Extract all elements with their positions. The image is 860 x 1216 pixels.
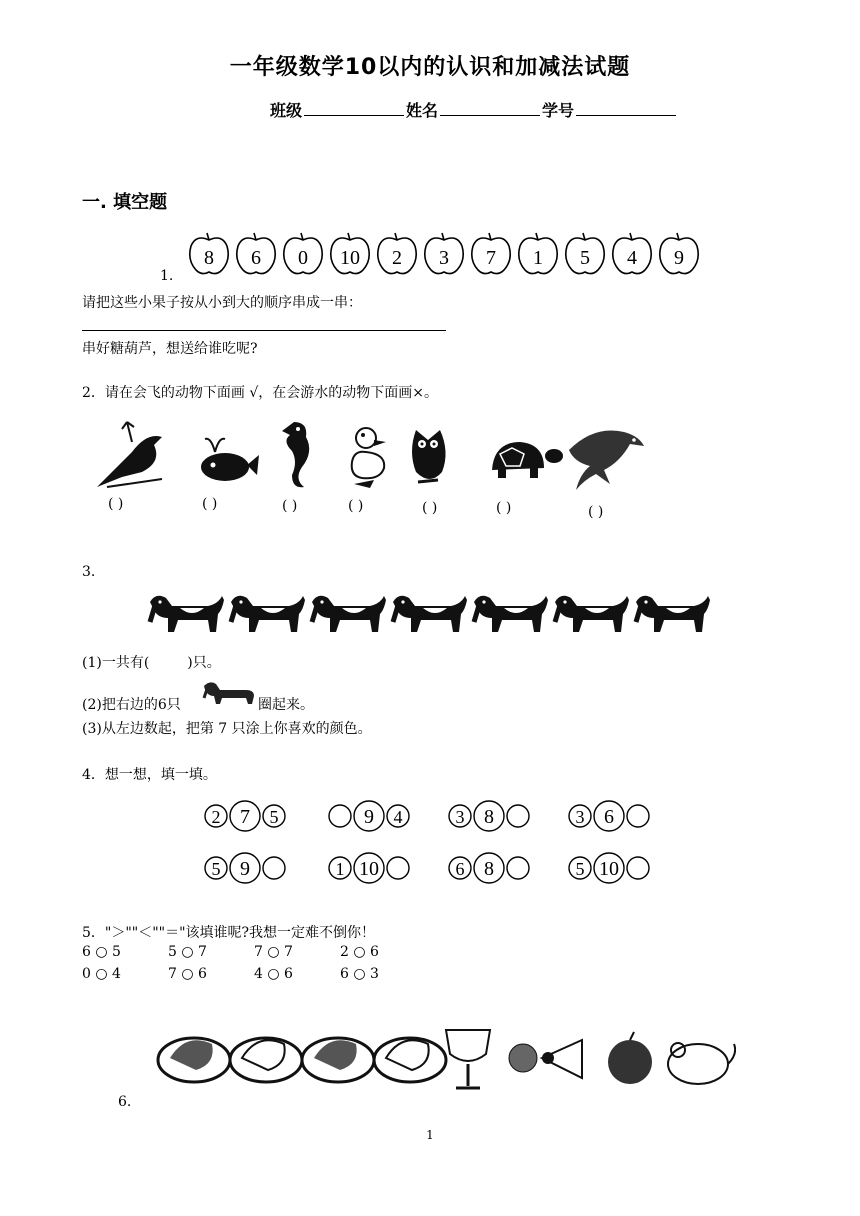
apple-number-icon (280, 232, 326, 276)
ball-icon (509, 1044, 537, 1072)
apple-number: 6 (251, 247, 261, 269)
q5-row-1 (82, 944, 426, 960)
ring-number: 7 (240, 806, 250, 828)
apple-number: 10 (340, 247, 360, 269)
answer-paren-bird[interactable]: ( ) (108, 496, 124, 512)
ring-number: 3 (455, 807, 465, 827)
q3-part3: (3)从左边数起，把第 7 只涂上你喜欢的颜色。 (82, 721, 372, 737)
ring-number: 6 (455, 859, 465, 879)
ring-number: 9 (240, 858, 250, 880)
cap-icon (302, 1038, 374, 1082)
empty-ring (507, 805, 529, 827)
ring-number: 6 (604, 806, 614, 828)
apple-row (186, 232, 703, 276)
ring-number: 4 (393, 807, 403, 827)
section-heading: 一. 填空题 (82, 192, 168, 213)
empty-ring (387, 857, 409, 879)
answer-paren-owl[interactable]: ( ) (422, 500, 438, 516)
dog-icon (312, 596, 386, 632)
empty-ring (263, 857, 285, 879)
duck-icon (352, 428, 386, 488)
apple-number-icon (515, 232, 561, 276)
name-blank[interactable] (440, 99, 540, 116)
q3-part1-start: (1)一共有( (82, 655, 150, 671)
q3-part1-end: )只。 (187, 655, 221, 671)
apple-number-icon (186, 232, 232, 276)
name-label: 姓名 (406, 101, 439, 120)
apple-number-icon (562, 232, 608, 276)
q6-number: 6. (118, 1094, 132, 1110)
number-label: 学号 (542, 101, 575, 120)
answer-paren-dolphin[interactable]: ( ) (588, 504, 604, 520)
dog-icon (393, 596, 467, 632)
small-dog-icon (198, 676, 258, 708)
cap-icon (230, 1038, 302, 1082)
comparison-item[interactable]: 0 ○ 4 (82, 966, 121, 982)
apple-number: 7 (486, 247, 496, 269)
apple-number-icon (609, 232, 655, 276)
ring-number: 9 (364, 806, 374, 828)
comparison-item[interactable]: 5 ○ 7 (168, 944, 207, 960)
ring-number: 10 (359, 858, 379, 880)
number-blank[interactable] (576, 99, 676, 116)
mouse-icon (668, 1043, 735, 1084)
empty-ring (627, 805, 649, 827)
apple-number-icon (656, 232, 702, 276)
q3-number: 3. (82, 564, 96, 580)
q5-row-2 (82, 966, 426, 982)
shuttlecock-icon (542, 1040, 582, 1078)
q1-question: 串好糖葫芦，想送给谁吃呢? (82, 341, 258, 357)
q6-illustration (156, 1024, 736, 1094)
apple-number: 4 (627, 247, 637, 269)
comparison-item[interactable]: 2 ○ 6 (340, 944, 379, 960)
number-ring-group (202, 798, 294, 834)
dogs-illustration (146, 588, 716, 640)
seahorse-icon (282, 422, 309, 487)
number-ring-group (326, 850, 418, 886)
apple-number-icon (421, 232, 467, 276)
answer-paren-turtle[interactable]: ( ) (496, 500, 512, 516)
apple-number: 8 (204, 247, 214, 269)
q3-part2-end: 圈起来。 (258, 697, 314, 713)
q1-answer-line[interactable] (82, 330, 446, 331)
dog-icon (636, 596, 710, 632)
apple-number: 9 (674, 247, 684, 269)
number-ring-group (566, 798, 658, 834)
comparison-item[interactable]: 6 ○ 5 (82, 944, 121, 960)
ring-number: 3 (575, 807, 585, 827)
dog-icon (474, 596, 548, 632)
comparison-item[interactable]: 7 ○ 7 (254, 944, 293, 960)
goblet-icon (446, 1030, 490, 1088)
ring-number: 8 (484, 858, 494, 880)
ring-number: 5 (211, 859, 221, 879)
q3-part2-start: (2)把右边的6只 (82, 697, 181, 713)
comparison-item[interactable]: 4 ○ 6 (254, 966, 293, 982)
number-ring-group (202, 850, 294, 886)
empty-ring (329, 805, 351, 827)
dog-icon (555, 596, 629, 632)
number-ring-group (566, 850, 658, 886)
ring-number: 10 (599, 858, 619, 880)
turtle-icon (492, 442, 563, 478)
comparison-item[interactable]: 6 ○ 3 (340, 966, 379, 982)
number-ring-group (326, 798, 418, 834)
ring-number: 8 (484, 806, 494, 828)
cap-icon (374, 1038, 446, 1082)
comparison-item[interactable]: 7 ○ 6 (168, 966, 207, 982)
bird-icon (97, 422, 162, 487)
q5-instruction: 5．"＞""＜""＝"该填谁呢?我想一定难不倒你！ (82, 925, 376, 941)
q4-instruction: 4．想一想，填一填。 (82, 767, 217, 783)
apple-number-icon (327, 232, 373, 276)
ring-number: 2 (211, 807, 221, 827)
apple-number: 2 (392, 247, 402, 269)
q1-number: 1. (160, 268, 174, 284)
apple-number: 3 (439, 247, 449, 269)
owl-icon (412, 430, 446, 482)
empty-ring (627, 857, 649, 879)
apple-number-icon (468, 232, 514, 276)
answer-paren-whale[interactable]: ( ) (202, 496, 218, 512)
number-ring-group (446, 798, 538, 834)
ring-number: 5 (575, 859, 585, 879)
page-number: 1 (426, 1128, 434, 1142)
apple-icon (608, 1032, 652, 1084)
dog-icon (150, 596, 224, 632)
animals-illustration (82, 412, 662, 492)
ring-number: 5 (269, 807, 279, 827)
q3-part2 (82, 694, 181, 714)
q1-instruction: 请把这些小果子按从小到大的顺序串成一串： (82, 295, 362, 311)
apple-number: 0 (298, 247, 308, 269)
apple-number-icon (374, 232, 420, 276)
q2-instruction: 2．请在会飞的动物下面画 √，在会游水的动物下面画×。 (82, 385, 439, 401)
ring-number: 1 (335, 859, 345, 879)
q3-part1 (82, 652, 221, 672)
apple-number-icon (233, 232, 279, 276)
answer-paren-seahorse[interactable]: ( ) (282, 498, 298, 514)
class-label: 班级 (270, 101, 303, 120)
dog-icon (231, 596, 305, 632)
page-title: 一年级数学10以内的认识和加减法试题 (229, 55, 631, 80)
class-blank[interactable] (304, 99, 404, 116)
dolphin-icon (569, 430, 644, 490)
student-info-line (270, 98, 678, 121)
apple-number: 5 (580, 247, 590, 269)
whale-icon (201, 439, 259, 481)
number-ring-group (446, 850, 538, 886)
empty-ring (507, 857, 529, 879)
answer-paren-duck[interactable]: ( ) (348, 498, 364, 514)
apple-number: 1 (533, 247, 543, 269)
cap-icon (158, 1038, 230, 1082)
